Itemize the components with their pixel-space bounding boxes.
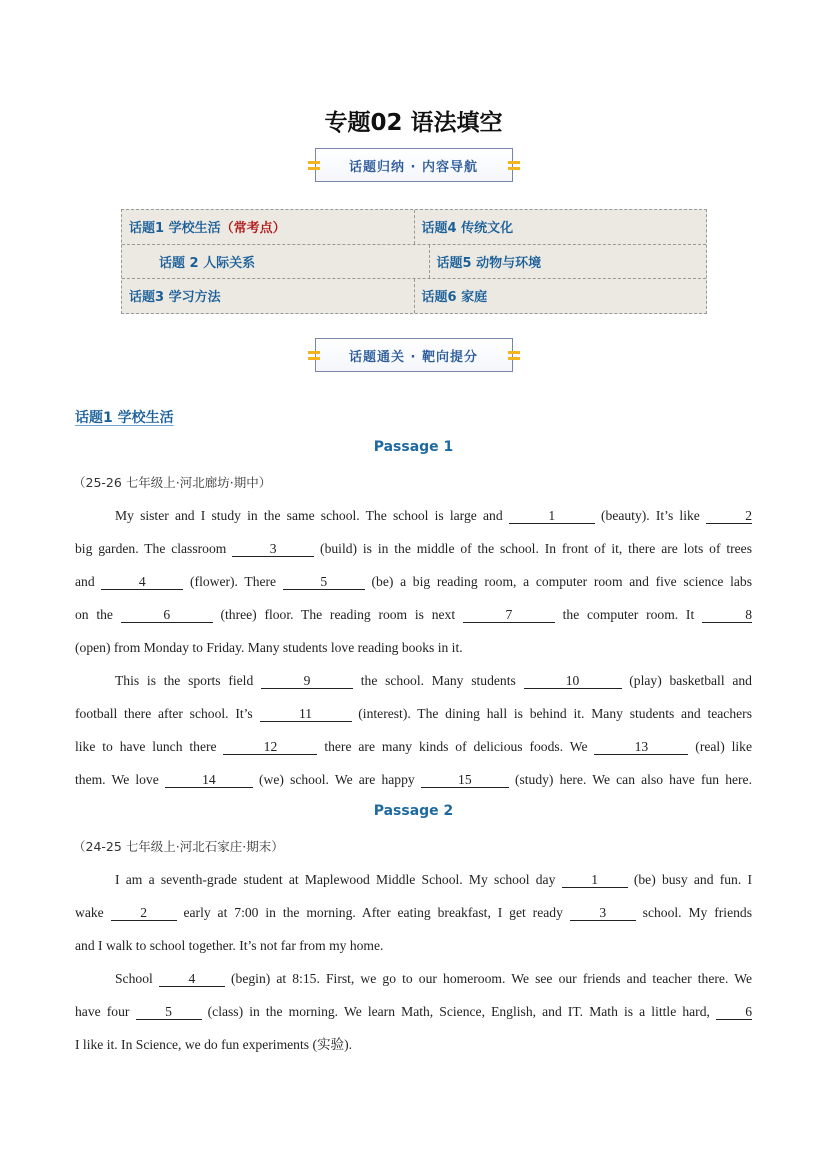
passage-text: early at 7:00 in the morning. After eating breakfast, I get ready [176, 905, 570, 920]
passage-text: wake [75, 905, 111, 920]
answer-blank-10[interactable]: 10 [524, 673, 622, 689]
topic-table [121, 209, 707, 314]
text-line [75, 730, 752, 763]
text-line [75, 863, 752, 896]
answer-blank-5[interactable]: 5 [136, 1004, 202, 1020]
passage-text: them. We love [75, 772, 165, 787]
toc-label: 话题 2 人际关系 [159, 255, 256, 271]
toc-item-topic-4[interactable] [415, 210, 707, 244]
banner-label: 话题通关 · 靶向提分 [349, 349, 478, 365]
text-line [75, 598, 752, 631]
passage-text: there are many kinds of delicious foods. We [317, 739, 595, 754]
passage-text: I am a seventh-grade student at Maplewood Middle School. My school day [115, 872, 562, 887]
text-line [75, 532, 752, 565]
text-line [75, 995, 752, 1028]
answer-blank-9[interactable]: 9 [261, 673, 353, 689]
passage-1-source: （25-26 七年级上·河北廊坊·期中） [73, 475, 272, 490]
passage-text: and [75, 574, 102, 589]
passage-text: (real) like [688, 739, 752, 754]
toc-row [122, 279, 706, 313]
passage-text: School [115, 971, 159, 986]
answer-blank-14[interactable]: 14 [165, 772, 253, 788]
toc-item-topic-5[interactable] [430, 245, 707, 279]
passage-text: (interest). The dining hall is behind it. Many students and teachers [351, 706, 752, 721]
toc-row [122, 210, 706, 245]
toc-item-topic-3[interactable] [122, 279, 415, 313]
toc-label: 话题1 学校生活 [129, 221, 221, 237]
answer-blank-4[interactable]: 4 [101, 574, 183, 590]
toc-hot-tag: （常考点） [220, 221, 286, 237]
toc-item-topic-1[interactable] [122, 210, 415, 244]
passage-text: (be) busy and fun. I [627, 872, 752, 887]
section-banner-practice [315, 338, 513, 372]
toc-item-topic-6[interactable] [415, 279, 707, 313]
passage-text: school. My friends [635, 905, 753, 920]
answer-blank-13[interactable]: 13 [594, 739, 688, 755]
passage-text: the school. Many students [353, 673, 524, 688]
passage-2-source: （24-25 七年级上·河北石家庄·期末） [73, 839, 284, 854]
text-line [75, 763, 752, 796]
answer-blank-4[interactable]: 4 [159, 971, 225, 987]
topic-heading[interactable]: 话题1 学校生活 [75, 410, 174, 426]
passage-1-title: Passage 1 [373, 439, 454, 455]
answer-blank-1[interactable]: 1 [562, 872, 628, 888]
text-line [75, 1028, 752, 1061]
toc-item-topic-2[interactable] [122, 245, 430, 279]
answer-blank-6[interactable]: 6 [121, 607, 213, 623]
answer-blank-3[interactable]: 3 [232, 541, 314, 557]
passage-2-body [75, 863, 752, 1061]
passage-2-title: Passage 2 [373, 803, 454, 819]
passage-text: (beauty). It’s like [594, 508, 706, 523]
answer-blank-1[interactable]: 1 [509, 508, 595, 524]
answer-blank-11[interactable]: 11 [260, 706, 352, 722]
text-line [75, 664, 752, 697]
passage-text: (three) floor. The reading room is next [212, 607, 463, 622]
banner-label: 话题归纳 · 内容导航 [349, 159, 478, 175]
toc-label: 话题6 家庭 [421, 290, 488, 306]
passage-text: This is the sports field [115, 673, 261, 688]
answer-blank-7[interactable]: 7 [463, 607, 555, 623]
banner-decoration-icon [508, 348, 520, 362]
banner-decoration-icon [308, 158, 320, 172]
passage-text: like to have lunch there [75, 739, 224, 754]
toc-row [122, 245, 706, 280]
text-line [75, 896, 752, 929]
passage-text: (class) in the morning. We learn Math, Science, English, and IT. Math is a little hard, [201, 1004, 716, 1019]
text-line [75, 499, 752, 532]
answer-blank-15[interactable]: 15 [421, 772, 509, 788]
banner-decoration-icon [308, 348, 320, 362]
text-line [75, 697, 752, 730]
passage-text: football there after school. It’s [75, 706, 260, 721]
answer-blank-3[interactable]: 3 [570, 905, 636, 921]
passage-text: have four [75, 1004, 136, 1019]
answer-blank-8[interactable]: 8 [702, 607, 752, 623]
toc-label: 话题3 学习方法 [129, 290, 221, 306]
passage-text: the computer room. It [554, 607, 702, 622]
passage-text: My sister and I study in the same school. The school is large and [115, 508, 509, 523]
passage-text: big garden. The classroom [75, 541, 233, 556]
passage-text: (play) basketball and [621, 673, 752, 688]
passage-text: on the [75, 607, 121, 622]
document-title: 专题02 语法填空 [324, 110, 503, 136]
passage-1-body [75, 499, 752, 796]
text-line [75, 565, 752, 598]
answer-blank-2[interactable]: 2 [706, 508, 752, 524]
passage-text: (begin) at 8:15. First, we go to our homeroom. We see our friends and teacher there. We [224, 971, 752, 986]
answer-blank-6[interactable]: 6 [716, 1004, 752, 1020]
passage-text: I like it. In Science, we do fun experiments (实验). [75, 1037, 353, 1052]
passage-text: (open) from Monday to Friday. Many students love reading books in it. [75, 640, 463, 655]
answer-blank-5[interactable]: 5 [283, 574, 365, 590]
answer-blank-2[interactable]: 2 [111, 905, 177, 921]
toc-label: 话题5 动物与环境 [436, 255, 542, 271]
text-line [75, 962, 752, 995]
section-banner-nav [315, 148, 513, 182]
text-line [75, 631, 752, 664]
passage-text: and I walk to school together. It’s not far from my home. [75, 938, 384, 953]
text-line [75, 929, 752, 962]
passage-text: (we) school. We are happy [252, 772, 421, 787]
banner-decoration-icon [508, 158, 520, 172]
answer-blank-12[interactable]: 12 [223, 739, 317, 755]
passage-text: (build) is in the middle of the school. In front of it, there are lots of trees [314, 541, 752, 556]
passage-text: (study) here. We can also have fun here. [508, 772, 752, 787]
toc-label: 话题4 传统文化 [421, 221, 514, 237]
passage-text: (be) a big reading room, a computer room and five science labs [364, 574, 752, 589]
passage-text: (flower). There [183, 574, 283, 589]
